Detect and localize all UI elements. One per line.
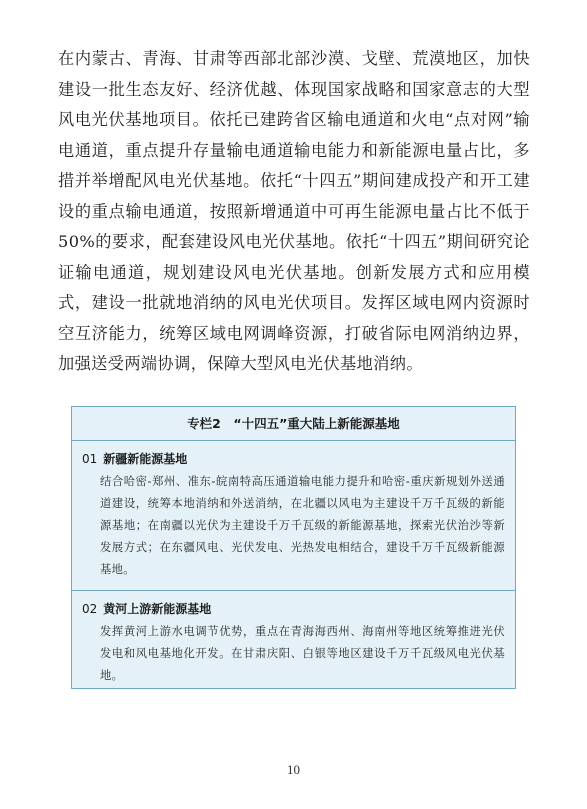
section-title (82, 449, 505, 469)
section-body: 结合哈密-郑州、准东-皖南特高压通道输电能力提升和哈密-重庆新规划外送通道建设，统筹本地消纳和外送消纳，在北疆以风电为主建设千万千瓦级的新能源基地；在南疆以光伏为主建设千万千瓦级的新能源基地，探索光伏治沙等新发展方式；在东疆风电、光伏发电、光热发电相结合，建设千万千瓦级新能源基地。 (100, 475, 505, 576)
section-number: 01 (82, 452, 98, 466)
box-section-yellow-river (72, 591, 515, 693)
box-section-xinjiang (72, 441, 515, 591)
section-number: 02 (82, 602, 98, 616)
feature-box (71, 406, 516, 689)
body-paragraph: 在内蒙古、青海、甘肃等西部北部沙漠、戈壁、荒漠地区，加快建设一批生态友好、经济优越、体现国家战略和国家意志的大型风电光伏基地项目。依托已建跨省区输电通道和火电“点对网”输电通道，重点提升存量输电通道输电能力和新能源电量占比，多措并举增配风电光伏基地。依托“十四五”期间建成投产和开工建设的重点输电通道，按照新增通道中可再生能源电量占比不低于50%的要求，配套建设风电光伏基地。依托“十四五”期间研究论证输电通道，规划建设风电光伏基地。创新发展方式和应用模式，建设一批就地消纳的风电光伏项目。发挥区域电网内资源时空互济能力，统筹区域电网调峰资源，打破省际电网消纳边界，加强送受两端协调，保障大型风电光伏基地消纳。 (58, 49, 530, 373)
feature-box-header: 专栏2 “十四五”重大陆上新能源基地 (72, 407, 515, 441)
section-body: 发挥黄河上游水电调节优势，重点在青海海西州、海南州等地区统筹推进光伏发电和风电基地化开发。在甘肃庆阳、白银等地区建设千万千瓦级风电光伏基地。 (100, 625, 505, 682)
page-number: 10 (287, 762, 300, 777)
section-title-text: 新疆新能源基地 (103, 452, 188, 466)
section-title-text: 黄河上游新能源基地 (103, 602, 212, 616)
section-title (82, 599, 505, 619)
